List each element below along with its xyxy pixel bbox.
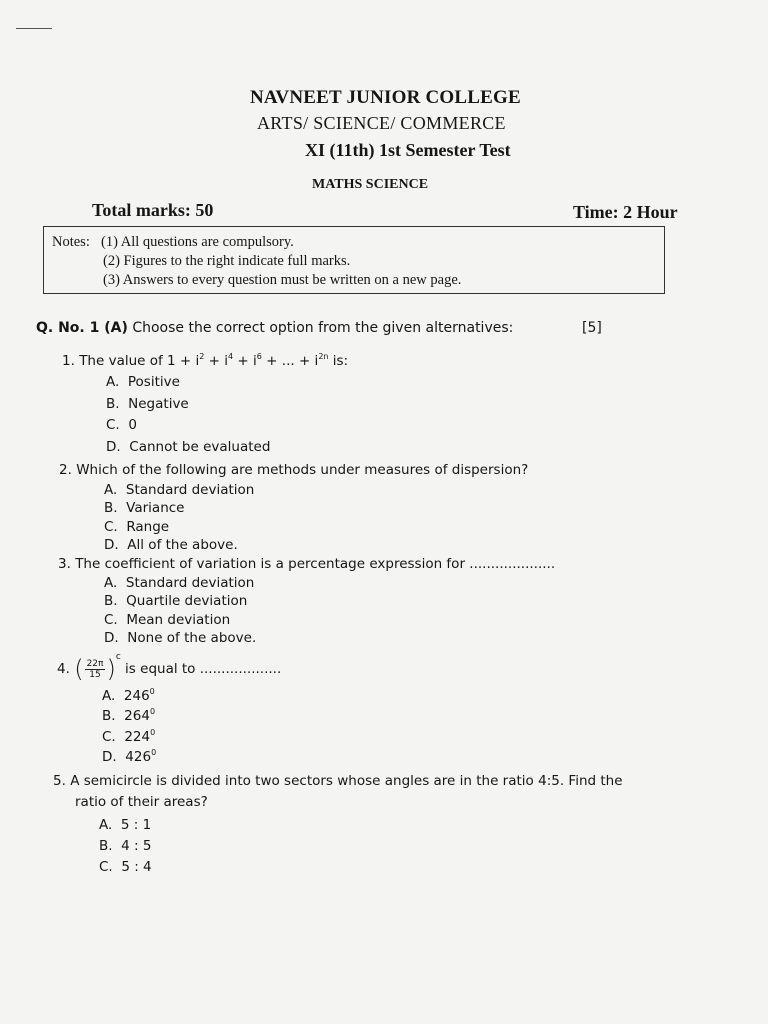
question-number: 2. (59, 462, 72, 478)
option: B. Quartile deviation (104, 593, 248, 609)
note-item: (1) All questions are compulsory. (101, 234, 294, 250)
open-paren: ( (74, 655, 84, 683)
option: A. 5 : 1 (99, 817, 152, 833)
exponent: c (115, 652, 121, 662)
option: B. Negative (106, 396, 189, 412)
note-item: (3) Answers to every question must be written on a new page. (103, 272, 462, 288)
question-number: 1. (62, 353, 75, 369)
option: A. Standard deviation (104, 482, 255, 498)
question-text: Which of the following are methods under measures of dispersion? (76, 462, 529, 478)
question-5 (53, 773, 623, 789)
subject-title: MATHS SCIENCE (312, 177, 429, 192)
option: D. Cannot be evaluated (106, 439, 271, 455)
time-allowed: Time: 2 Hour (573, 202, 678, 222)
question-text: The coefficient of variation is a percentage expression for .................... (75, 556, 556, 572)
option: D. All of the above. (104, 537, 238, 553)
question-text-continued: ratio of their areas? (75, 794, 208, 810)
option: B. $264^0$ (102, 707, 156, 724)
close-paren: ) (106, 655, 116, 683)
college-streams: ARTS/ SCIENCE/ COMMERCE (257, 113, 506, 133)
test-title: XI (11th) 1st Semester Test (305, 140, 511, 160)
question-number: 3. (58, 556, 71, 572)
question-text: is equal to ................... (120, 661, 282, 677)
option: A. $246^0$ (102, 687, 155, 704)
section-marks: [5] (582, 320, 602, 336)
option: A. Positive (106, 374, 180, 390)
college-name: NAVNEET JUNIOR COLLEGE (250, 87, 521, 108)
section-instruction: Choose the correct option from the given alternatives: (127, 320, 514, 336)
option: C. Mean deviation (104, 612, 231, 628)
question-1 (62, 353, 348, 369)
option: D. $426^0$ (102, 748, 157, 765)
question-3 (58, 556, 555, 572)
option: B. 4 : 5 (99, 838, 152, 854)
notes-box (43, 226, 665, 294)
question-text: The value of $1 + i^2 + i^4 + i^6$ + ... + $i^{2n}$ is: (79, 352, 349, 369)
question-number: 5. (53, 773, 66, 789)
question-number: Q. No. 1 (A) (36, 320, 128, 336)
note-item: (2) Figures to the right indicate full marks. (103, 253, 351, 269)
notes-label: Notes: (52, 234, 90, 250)
option: C. $224^0$ (102, 728, 156, 745)
corner-mark (16, 28, 52, 29)
fraction: $\frac{22\pi}{15}$ (86, 658, 104, 680)
option: B. Variance (104, 500, 185, 516)
option: D. None of the above. (104, 630, 257, 646)
option: A. Standard deviation (104, 575, 255, 591)
total-marks: Total marks: 50 (92, 200, 214, 220)
option: C. 5 : 4 (99, 859, 152, 875)
section-heading (36, 320, 513, 336)
question-4 (57, 652, 281, 683)
question-text: A semicircle is divided into two sectors whose angles are in the ratio 4:5. Find the (70, 773, 623, 789)
question-2 (59, 462, 528, 478)
option: C. 0 (106, 417, 137, 433)
option: C. Range (104, 519, 170, 535)
question-number: 4. (57, 661, 70, 677)
